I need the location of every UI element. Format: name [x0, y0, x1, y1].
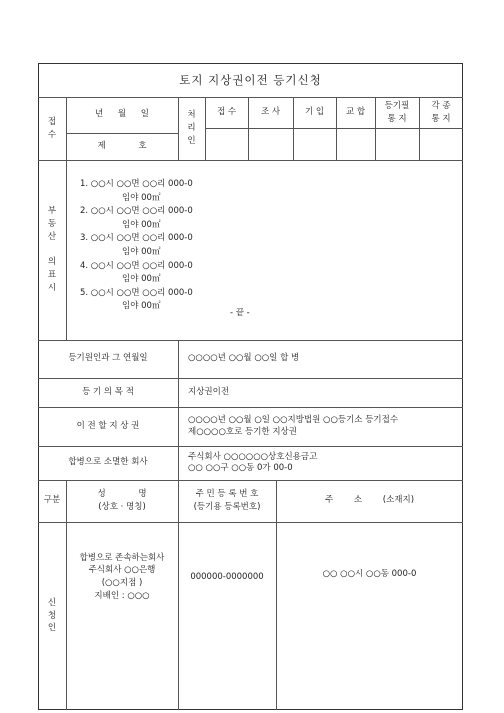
applicant-id: 000000-0000000	[190, 572, 264, 583]
cause-label: 등기원인과 그 연월일	[68, 353, 148, 364]
transfer-value: ○○○○년 ○○월 ○일 ○○지방법원 ○○등기소 등기접수 제○○○○호로 등기한 지상권	[188, 415, 399, 437]
col-various-notice: 각 종 통 지	[431, 100, 451, 124]
cause-value: ○○○○년 ○○월 ○○일 합 병	[188, 353, 300, 364]
reception-label: 접 수	[47, 116, 57, 140]
col-entry: 기 입	[304, 106, 325, 117]
property-item: 1. ○○시 ○○면 ○○리 000-0 임야 00㎡	[80, 179, 193, 203]
applicant-name: 합병으로 존속하는회사 주식회사 ○○은행 (○○지점 ) 지배인 : ○○○	[79, 552, 165, 601]
property-item: 3. ○○시 ○○면 ○○리 000-0 임야 00㎡	[80, 233, 193, 257]
property-item: 4. ○○시 ○○면 ○○리 000-0 임야 00㎡	[80, 260, 193, 285]
property-item: 2. ○○시 ○○면 ○○리 000-0 임야 00㎡	[80, 206, 193, 230]
dissolved-value: 주식회사 ○○○○○○상호신용금고 ○○ ○○구 ○○동 0가 00-0	[188, 451, 318, 473]
col-registry-notice: 등기필 통 지	[384, 100, 410, 124]
reception-date-label: 년 월 일	[94, 109, 150, 120]
col-inspection: 조 사	[260, 106, 281, 117]
section-label: 구분	[43, 495, 61, 506]
name-header: 성 명 (상호 · 명칭)	[97, 489, 147, 512]
dissolved-label: 합병으로 소멸한 회사	[68, 457, 148, 468]
end-mark: - 끝 -	[230, 308, 250, 318]
address-header: 주 소 (소재지)	[324, 495, 415, 506]
col-verification: 교 합	[345, 106, 366, 117]
purpose-label: 등 기 의 목 적	[82, 386, 134, 397]
applicant-address: ○○ ○○시 ○○동 000-0	[322, 569, 417, 580]
property-list	[80, 178, 193, 314]
id-header: 주 민 등 록 번 호 (등기용 등록번호)	[193, 489, 261, 512]
transfer-label: 이 전 할 지 상 권	[76, 420, 140, 431]
purpose-value: 지상권이전	[188, 386, 230, 397]
reception-number-label: 제 호	[97, 140, 147, 151]
col-reception: 접 수	[216, 106, 237, 117]
applicant-label: 신 청 인	[47, 597, 57, 634]
processor-label: 처 리 인	[187, 110, 196, 146]
form-title: 토지 지상권이전 등기신청	[179, 72, 322, 87]
property-item: 5. ○○시 ○○면 ○○리 000-0 임야 00㎡	[80, 287, 193, 312]
property-label: 부 동 산 의 표 시	[47, 206, 57, 293]
